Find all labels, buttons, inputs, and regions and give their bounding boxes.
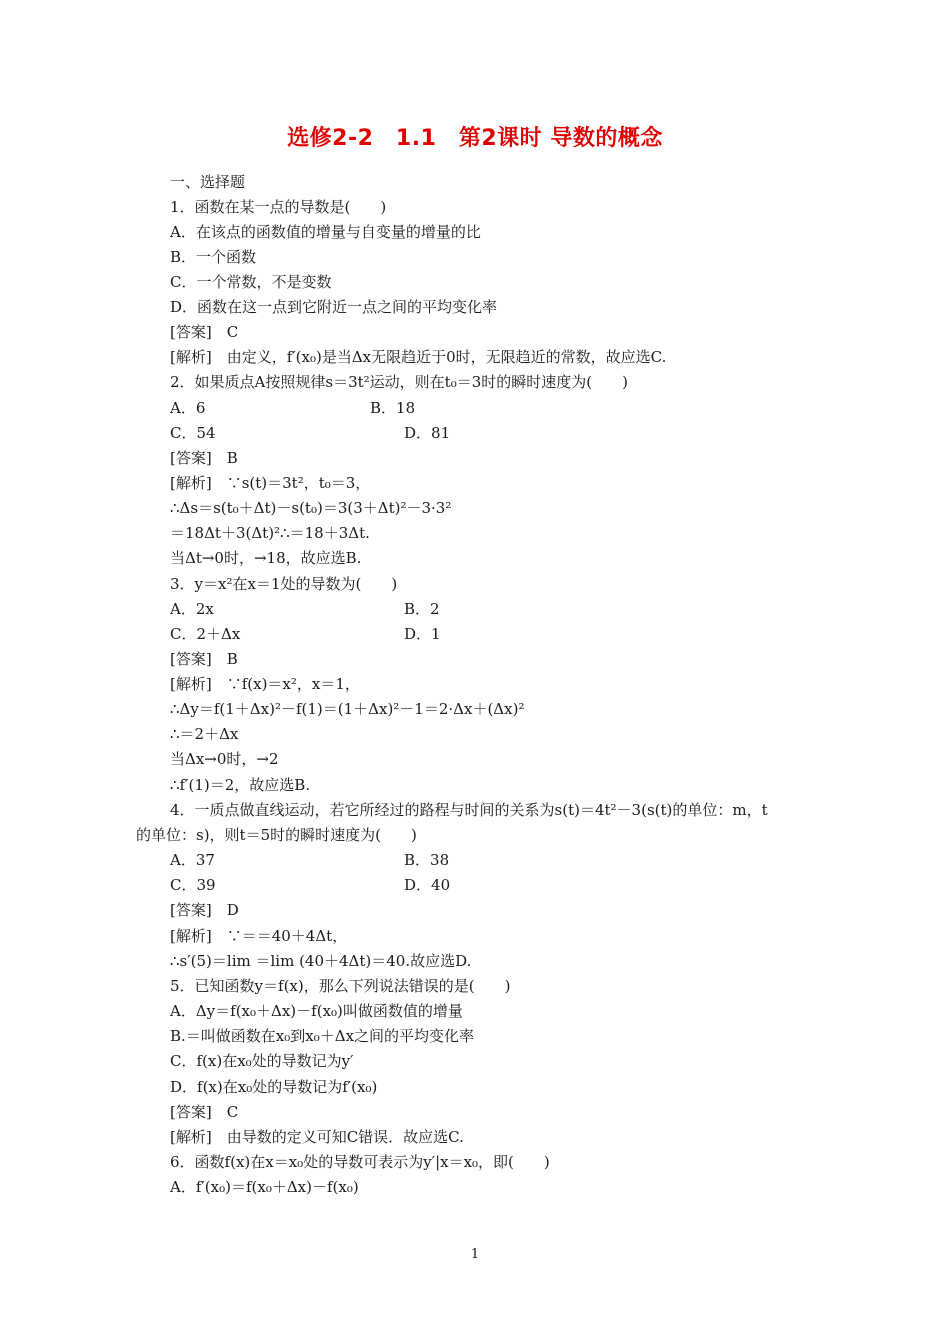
- option-d: D．1: [404, 625, 441, 643]
- analysis: [解析] ∵f(x)＝x²，x＝1，: [170, 675, 360, 693]
- option-b: B．2: [404, 600, 440, 618]
- option-b: B．38: [404, 851, 450, 869]
- answer: [答案] C: [170, 323, 239, 341]
- question-2: 2．如果质点A按照规律s＝3t²运动，则在t₀＝3时的瞬时速度为( ): [170, 373, 628, 391]
- option-b: B．18: [370, 399, 416, 417]
- answer: [答案] B: [170, 650, 238, 668]
- option-c: C．39: [170, 876, 216, 894]
- option-b: B.＝叫做函数在x₀到x₀＋Δx之间的平均变化率: [170, 1027, 475, 1045]
- analysis-step: ∴s′(5)＝lim ＝lim (40＋4Δt)＝40.故应选D.: [170, 952, 472, 970]
- page-number: 1: [470, 1247, 480, 1262]
- option-c: C．一个常数，不是变数: [170, 273, 332, 291]
- option-a: A．f′(x₀)＝f(x₀＋Δx)－f(x₀): [170, 1178, 359, 1196]
- section-heading: 一、选择题: [170, 173, 246, 191]
- answer: [答案] C: [170, 1103, 239, 1121]
- answer: [答案] B: [170, 449, 238, 467]
- analysis-step: ∴Δs＝s(t₀＋Δt)－s(t₀)＝3(3＋Δt)²－3·3²: [170, 499, 452, 517]
- analysis-step: ∴＝2＋Δx: [170, 725, 239, 743]
- question-4-cont: 的单位：s)，则t＝5时的瞬时速度为( ): [136, 826, 417, 844]
- option-d: D．81: [404, 424, 451, 442]
- analysis-step: 当Δt→0时，→18，故应选B.: [170, 549, 362, 567]
- option-c: C．2＋Δx: [170, 625, 241, 643]
- option-a: A．37: [170, 851, 215, 869]
- option-d: D．f(x)在x₀处的导数记为f′(x₀): [170, 1078, 378, 1096]
- analysis-step: ∴f′(1)＝2，故应选B.: [170, 776, 311, 794]
- option-a: A．2x: [170, 600, 214, 618]
- option-d: D．函数在这一点到它附近一点之间的平均变化率: [170, 298, 498, 316]
- question-6: 6．函数f(x)在x＝x₀处的导数可表示为y′|x＝x₀，即( ): [170, 1153, 550, 1171]
- option-c: C．54: [170, 424, 216, 442]
- analysis-step: ＝18Δt＋3(Δt)²∴＝18＋3Δt.: [170, 524, 370, 542]
- analysis: [解析] 由导数的定义可知C错误．故应选C.: [170, 1128, 464, 1146]
- page-title: 选修2-2 1.1 第2课时 导数的概念: [287, 126, 663, 151]
- option-b: B．一个函数: [170, 248, 257, 266]
- analysis: [解析] 由定义，f′(x₀)是当Δx无限趋近于0时，无限趋近的常数，故应选C.: [170, 348, 667, 366]
- option-d: D．40: [404, 876, 451, 894]
- question-4: 4．一质点做直线运动，若它所经过的路程与时间的关系为s(t)＝4t²－3(s(t)的单位：m，t: [170, 801, 768, 819]
- option-a: A．Δy＝f(x₀＋Δx)－f(x₀)叫做函数值的增量: [170, 1002, 463, 1020]
- question-3: 3．y＝x²在x＝1处的导数为( ): [170, 575, 398, 593]
- option-a: A．在该点的函数值的增量与自变量的增量的比: [170, 223, 481, 241]
- option-a: A．6: [170, 399, 206, 417]
- question-5: 5．已知函数y＝f(x)，那么下列说法错误的是( ): [170, 977, 511, 995]
- analysis: [解析] ∵s(t)＝3t²，t₀＝3，: [170, 474, 371, 492]
- analysis: [解析] ∵＝＝40＋4Δt，: [170, 927, 348, 945]
- option-c: C．f(x)在x₀处的导数记为y′: [170, 1052, 354, 1070]
- analysis-step: 当Δx→0时，→2: [170, 750, 279, 768]
- answer: [答案] D: [170, 901, 239, 919]
- analysis-step: ∴Δy＝f(1＋Δx)²－f(1)＝(1＋Δx)²－1＝2·Δx＋(Δx)²: [170, 700, 525, 718]
- question-1: 1．函数在某一点的导数是( ): [170, 198, 387, 216]
